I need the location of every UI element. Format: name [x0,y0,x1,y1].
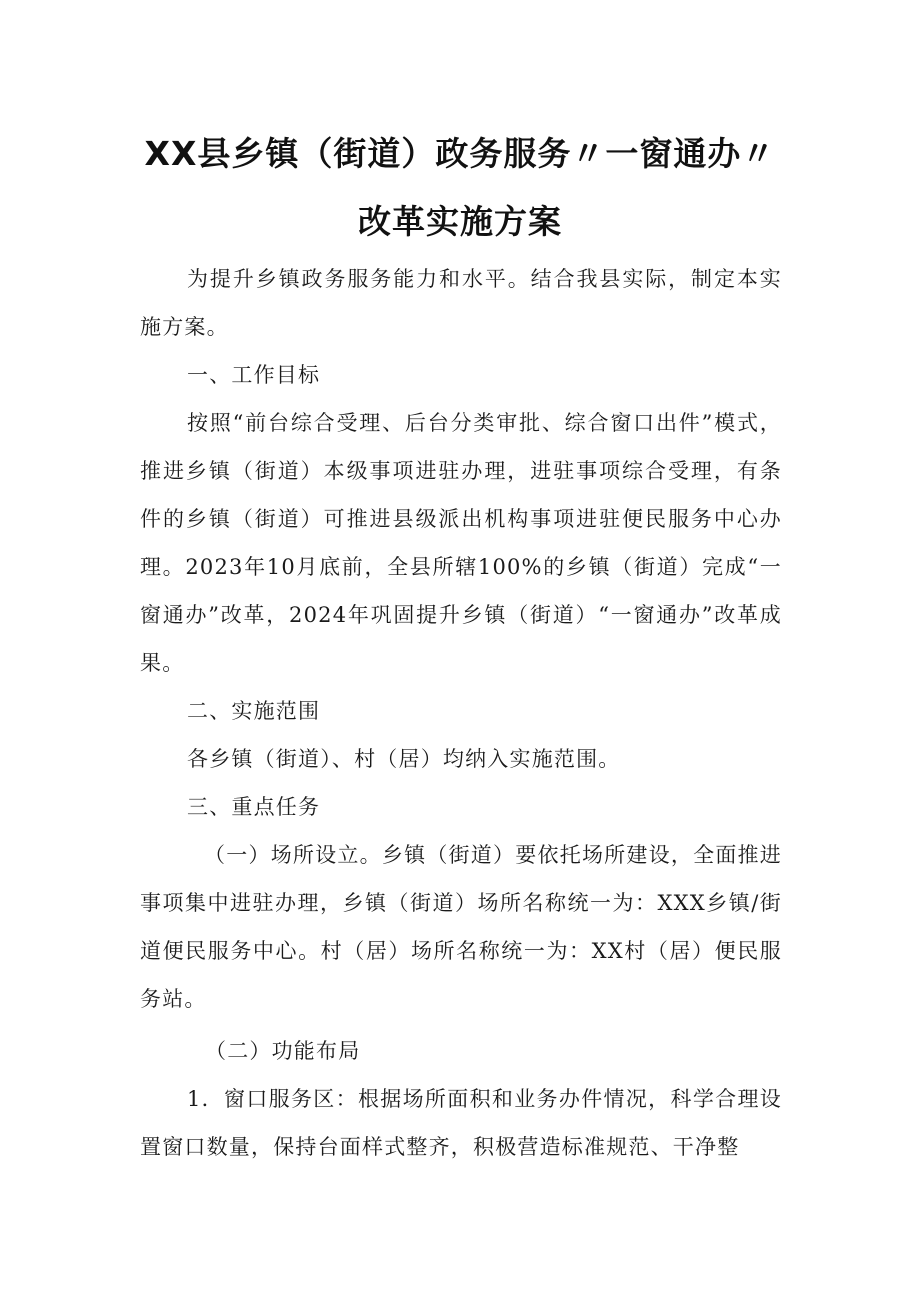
section3-item2-heading: （二）功能布局 [205,1039,361,1063]
section2-heading: 二、实施范围 [187,699,321,723]
section3-item2-point1: 1．窗口服务区：根据场所面积和业务办件情况，科学合理设置窗口数量，保持台面样式整齐，积极营造标准规范、干净整 [140,1087,782,1159]
section3-item1: （一）场所设立。乡镇（街道）要依托场所建设，全面推进事项集中进驻办理，乡镇（街道）场所名称统一为：XXX乡镇/街道便民服务中心。村（居）场所名称统一为：XX村（居）便民服务站。 [140,843,782,1011]
section1-body: 按照“前台综合受理、后台分类审批、综合窗口出件”模式，推进乡镇（街道）本级事项进驻办理，进驻事项综合受理，有条件的乡镇（街道）可推进县级派出机构事项进驻便民服务中心办理。2023年10月底前，全县所辖100%的乡镇（街道）完成“一窗通办”改革，2024年巩固提升乡镇（街道）“一窗通办”改革成果。 [140,411,782,675]
section1-heading: 一、工作目标 [187,363,321,387]
document-title-line2: 改革实施方案 [358,202,562,241]
section2-body: 各乡镇（街道）、村（居）均纳入实施范围。 [187,747,621,771]
document-title-line1: XX县乡镇（街道）政务服务〃一窗通办〃 [144,134,776,173]
section3-heading: 三、重点任务 [187,795,321,819]
intro-paragraph: 为提升乡镇政务服务能力和水平。结合我县实际，制定本实施方案。 [140,267,782,339]
